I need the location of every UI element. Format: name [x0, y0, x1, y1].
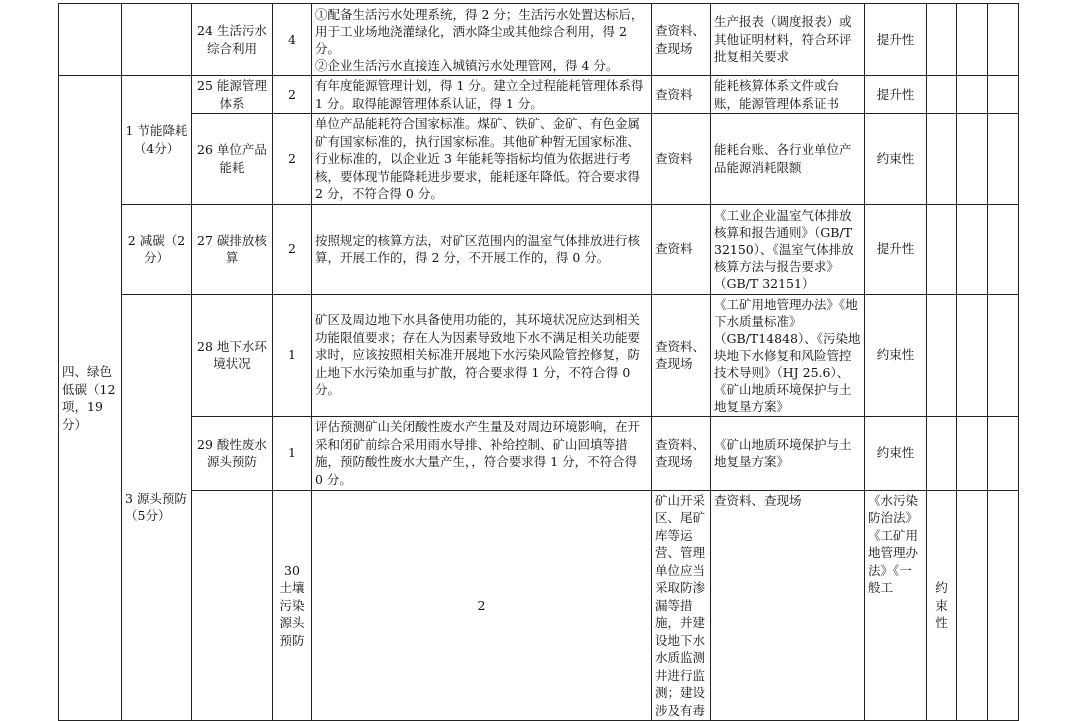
check-method: 查资料、查现场 [711, 490, 865, 721]
score: 2 [273, 204, 312, 294]
blank-cell [988, 204, 1019, 294]
item-name: 24 生活污水综合利用 [192, 4, 273, 76]
blank-cell [927, 76, 957, 114]
blank-cell [988, 294, 1019, 416]
check-method: 查资料、查现场 [652, 294, 711, 416]
blank-cell [927, 4, 957, 76]
indicator-nature: 约束性 [865, 416, 927, 490]
blank-cell [957, 76, 988, 114]
group-label: 2 减碳（2分） [122, 204, 192, 294]
check-method: 查资料 [652, 204, 711, 294]
blank-cell [927, 204, 957, 294]
blank-cell [957, 204, 988, 294]
table-row [59, 114, 1019, 205]
table-row [59, 490, 1019, 721]
item-name: 26 单位产品能耗 [192, 114, 273, 205]
item-name: 30 土壤污染源头预防 [273, 490, 312, 721]
item-name: 29 酸性废水源头预防 [192, 416, 273, 490]
indicator-nature: 提升性 [865, 204, 927, 294]
blank-cell [988, 4, 1019, 76]
blank-cell [957, 416, 988, 490]
blank-cell [957, 114, 988, 205]
indicator-nature: 约束性 [865, 114, 927, 205]
evidence-material: 《工矿用地管理办法》《地下水质量标准》（GB/T14848）、《污染地块地下水修复和风险管控技术导则》（HJ 25.6）、《矿山地质环境保护与土地复垦方案》 [711, 294, 865, 416]
blank-cell [988, 416, 1019, 490]
blank-cell [988, 490, 1019, 721]
category-cell-blank [192, 490, 273, 721]
table-row [59, 76, 1019, 114]
check-method: 查资料、查现场 [652, 416, 711, 490]
evidence-material: 生产报表（调度报表）或其他证明材料，符合环评批复相关要求 [711, 4, 865, 76]
table-row [59, 4, 1019, 76]
item-name: 25 能源管理体系 [192, 76, 273, 114]
blank-cell [927, 416, 957, 490]
score: 2 [312, 490, 652, 721]
evidence-material: 能耗核算体系文件或台账，能源管理体系证书 [711, 76, 865, 114]
score: 2 [273, 114, 312, 205]
criteria: 矿山开采区、尾矿库等运营、管理单位应当采取防渗漏等措施，并建设地下水水质监测井进行监测；建设涉及有毒 [652, 490, 711, 721]
category-label: 四、绿色低碳（12项，19分） [59, 76, 122, 721]
score: 4 [273, 4, 312, 76]
blank-cell [957, 490, 988, 721]
blank-cell [988, 114, 1019, 205]
criteria-line: ①配备生活污水处理系统，得 2 分；生活污水处置达标后，用于工业场地浇灌绿化，洒水降尘或其他综合利用，得 2 分。 [315, 6, 644, 56]
score: 1 [273, 294, 312, 416]
criteria: 有年度能源管理计划，得 1 分。建立全过程能耗管理体系得 1 分。取得能源管理体系认证，得 1 分。 [312, 76, 652, 114]
indicator-nature: 提升性 [865, 76, 927, 114]
criteria: 单位产品能耗符合国家标准。煤矿、铁矿、金矿、有色金属矿有国家标准的，执行国家标准。其他矿种暂无国家标准、行业标准的，以企业近 3 年能耗等指标均值为依据进行考核，要体现节能降耗进步要求，能耗逐年降低。符合要求得 2 分，不符合得 0 分。 [312, 114, 652, 205]
group-label: 3 源头预防（5分） [122, 294, 192, 721]
criteria: 矿区及周边地下水具备使用功能的，其环境状况应达到相关功能限值要求；存在人为因素导致地下水不满足相关功能要求时，应该按照相关标准开展地下水污染风险管控修复，防止地下水污染加重与扩散，符合要求得 1 分，不符合得 0 分。 [312, 294, 652, 416]
criteria [312, 4, 652, 76]
evidence-material: 能耗台账、各行业单位产品能源消耗限额 [711, 114, 865, 205]
indicator-nature: 提升性 [865, 4, 927, 76]
criteria: 评估预测矿山关闭酸性废水产生量及对周边环境影响，在开采和闭矿前综合采用雨水导排、补给控制、矿山回填等措施，预防酸性废水大量产生，，符合要求得 1 分，不符合得 0 分。 [312, 416, 652, 490]
criteria-line: ②企业生活污水直接连入城镇污水处理管网，得 4 分。 [315, 57, 619, 73]
check-method: 查资料 [652, 114, 711, 205]
blank-cell [957, 294, 988, 416]
check-method: 查资料 [652, 76, 711, 114]
evidence-material: 《工业企业温室气体排放核算和报告通则》（GB/T 32150）、《温室气体排放核算方法与报告要求》（GB/T 32151） [711, 204, 865, 294]
table-row [59, 294, 1019, 416]
check-method: 查资料、查现场 [652, 4, 711, 76]
score: 1 [273, 416, 312, 490]
blank-cell [927, 114, 957, 205]
score: 2 [273, 76, 312, 114]
indicator-nature: 约束性 [927, 490, 957, 721]
evidence-material: 《水污染防治法》《工矿用地管理办法》《一般工 [865, 490, 927, 721]
table-row [59, 204, 1019, 294]
evidence-material: 《矿山地质环境保护与土地复垦方案》 [711, 416, 865, 490]
blank-cell [957, 4, 988, 76]
criteria: 按照规定的核算方法，对矿区范围内的温室气体排放进行核算，开展工作的，得 2 分，不开展工作的，得 0 分。 [312, 204, 652, 294]
group-cell-blank [122, 4, 192, 76]
indicator-nature: 约束性 [865, 294, 927, 416]
item-name: 27 碳排放核算 [192, 204, 273, 294]
evaluation-table [58, 3, 1019, 721]
item-name: 28 地下水环境状况 [192, 294, 273, 416]
blank-cell [927, 294, 957, 416]
blank-cell [988, 76, 1019, 114]
category-cell-blank [59, 4, 122, 76]
group-label: 1 节能降耗（4分） [122, 76, 192, 205]
table-row [59, 416, 1019, 490]
